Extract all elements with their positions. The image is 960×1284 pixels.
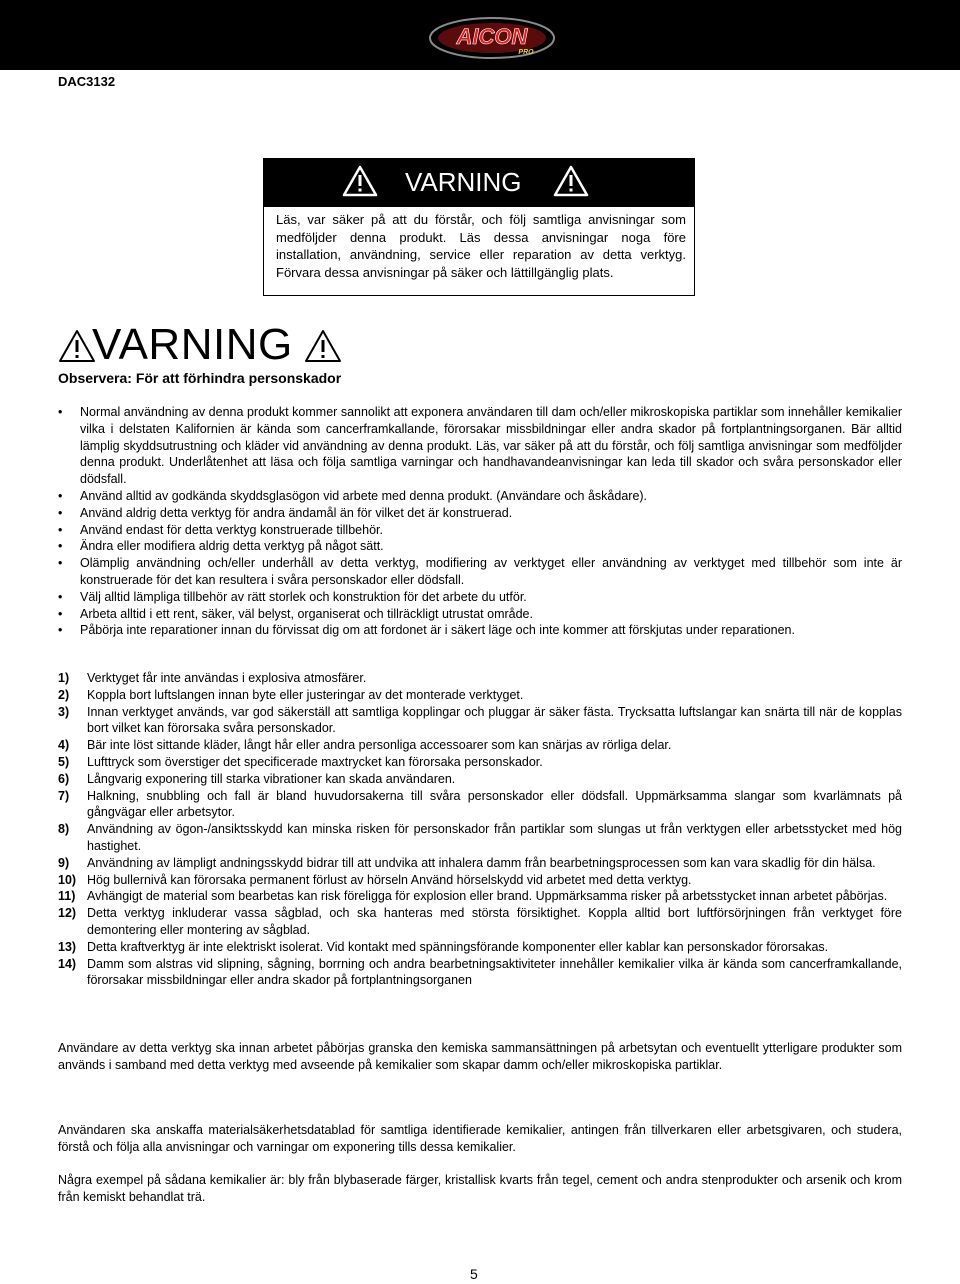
list-item bbox=[58, 939, 902, 956]
item-text: Koppla bort luftslangen innan byte eller justeringar av det monterade verktyget. bbox=[87, 687, 524, 702]
item-number: 7) bbox=[58, 788, 70, 803]
model-number: DAC3132 bbox=[58, 74, 116, 89]
item-text: Avhängigt de material som bearbetas kan risk föreligga för explosion eller brand. Uppmärksamma risker på arbetsstycket innan arbetet påbörjas. bbox=[87, 889, 888, 904]
item-text: Verktyget får inte användas i explosiva atmosfärer. bbox=[87, 671, 367, 685]
list-item bbox=[58, 737, 902, 754]
header-bar bbox=[0, 0, 960, 70]
item-text: Detta verktyg inkluderar vassa sågblad, och ska hanteras med största försiktighet. Koppla alltid bort luftförsörjningen från verktyget före demontering eller montering av sågblad. bbox=[87, 906, 902, 937]
item-number: 1) bbox=[58, 671, 70, 685]
list-item bbox=[58, 905, 902, 939]
bullet-list bbox=[58, 404, 902, 639]
big-warning-title: VARNING bbox=[92, 320, 293, 369]
warning-triangle-icon bbox=[553, 165, 589, 197]
list-item bbox=[58, 888, 902, 905]
svg-text:PRO: PRO bbox=[518, 49, 534, 56]
list-item: • Använd alltid av godkända skyddsglasögon vid arbete med denna produkt. (Användare och åskådare). bbox=[58, 488, 902, 505]
list-item: • Välj alltid lämpliga tillbehör av rätt storlek och konstruktion för det arbete du utför. bbox=[58, 589, 902, 606]
list-item bbox=[58, 821, 902, 855]
list-item bbox=[58, 956, 902, 990]
warning-box bbox=[263, 158, 695, 296]
item-text: Användning av ögon-/ansiktsskydd kan minska risken för personskador från partiklar som slungas ut från verktygen eller arbetsstycket med hög hastighet. bbox=[87, 822, 902, 853]
item-number: 5) bbox=[58, 754, 70, 769]
item-number: 14) bbox=[58, 956, 77, 971]
warning-triangle-icon bbox=[342, 165, 378, 197]
list-item: • Normal användning av denna produkt kommer sannolikt att exponera användaren till dam och/eller mikroskopiska partiklar som innehåller kemikalier vilka i delstaten Kalifornien är kända som cancerframkallande, förorsakar missbildningar eller andra skador på fortplantningsorganen. Bär alltid lämplig skyddsutrustning och kläder vid användning av denna produkt. Läs, var säker på att du förstår, och följ samtliga anvisningar som medföljder denna produkt. Underlåtenhet att läsa och följa samtliga varningar och handhavandeanvisningar kan leda till skador och svåra personskador eller dödsfall. bbox=[58, 404, 902, 488]
item-number: 12) bbox=[58, 906, 77, 921]
item-text: Användning av lämpligt andningsskydd bidrar till att undvika att inhalera damm från bearbetningsprocessen som kan vara skadlig för din hälsa. bbox=[87, 855, 876, 870]
warning-triangle-icon bbox=[58, 328, 96, 364]
list-item: • Olämplig användning och/eller underhåll av detta verktyg, modifiering av verktyget eller användning av verktyget med tillbehör som inte är konstruerade för det kan resultera i svåra personskador eller dödsfall. bbox=[58, 555, 902, 589]
item-number: 9) bbox=[58, 855, 70, 870]
list-item bbox=[58, 855, 902, 872]
warning-box-text: Läs, var säker på att du förstår, och följ samtliga anvisningar som medföljder denna produkt. Läs dessa anvisningar noga före installation, användning, service eller reparation av detta verktyg. Förvara dessa anvisningar på säker och lättillgänglig plats. bbox=[276, 212, 686, 280]
warning-triangle-icon bbox=[304, 328, 342, 364]
numbered-list bbox=[58, 670, 902, 989]
paragraph: Användare av detta verktyg ska innan arbetet påbörjas granska den kemiska sammansättningen på arbetsytan och eventuellt ytterligare produkter som används i samband med detta verktyg med avseende på kemikalier som skapar damm och/eller mikroskopiska partiklar. bbox=[58, 1041, 902, 1072]
item-text: Damm som alstras vid slipning, sågning, borrning och andra bearbetningsaktiviteter innehåller kemikalier vilka är kända som cancerframkallande, förorsakar missbildningar eller andra skador på fortplantningsorganen bbox=[87, 956, 902, 988]
list-item bbox=[58, 670, 902, 687]
item-text: Långvarig exponering till starka vibrationer kan skada användaren. bbox=[87, 771, 456, 786]
item-number: 13) bbox=[58, 939, 77, 954]
list-item bbox=[58, 788, 902, 822]
item-number: 10) bbox=[58, 872, 77, 887]
list-item: • Ändra eller modifiera aldrig detta verktyg på något sätt. bbox=[58, 538, 902, 555]
list-item: • Använd endast för detta verktyg konstruerade tillbehör. bbox=[58, 522, 902, 539]
svg-text:AICON: AICON bbox=[456, 24, 528, 49]
aicon-logo bbox=[428, 8, 556, 62]
item-number: 4) bbox=[58, 738, 70, 753]
item-number: 3) bbox=[58, 704, 70, 719]
page-number: 5 bbox=[470, 1266, 478, 1282]
list-item bbox=[58, 754, 902, 771]
list-item bbox=[58, 872, 902, 889]
item-text: Halkning, snubbling och fall är bland huvudorsakerna till svåra personskador eller dödsfall. Uppmärksamma slangar som kvarlämnats på gångvägar eller arbetsytor. bbox=[87, 788, 902, 820]
paragraph: Några exempel på sådana kemikalier är: bly från blybaserade färger, kristallisk kvarts från tegel, cement och andra stenprodukter och arsenik och krom från kemiskt behandlat trä. bbox=[58, 1173, 902, 1204]
item-text: Lufttryck som överstiger det specificerade maxtrycket kan förorsaka personskador. bbox=[87, 754, 543, 769]
item-number: 2) bbox=[58, 687, 70, 702]
item-number: 8) bbox=[58, 822, 70, 837]
item-text: Innan verktyget används, var god säkerställ att samtliga kopplingar och pluggar är säker fästa. Trycksatta luftslangar kan snärta till när de kopplas bort vilket kan förorsaka svåra personskador. bbox=[87, 704, 902, 736]
list-item bbox=[58, 771, 902, 788]
list-item: • Använd aldrig detta verktyg för andra ändamål än för vilket det är konstruerad. bbox=[58, 505, 902, 522]
list-item: • Påbörja inte reparationer innan du förvissat dig om att fordonet är i säkert läge och inte kommer att förskjutas under reparationen. bbox=[58, 622, 902, 639]
warning-box-title: VARNING bbox=[405, 167, 522, 197]
list-item: • Arbeta alltid i ett rent, säker, väl belyst, organiserat och tillräckligt utrustat område. bbox=[58, 606, 902, 623]
item-number: 6) bbox=[58, 771, 70, 786]
item-text: Hög bullernivå kan förorsaka permanent förlust av hörseln Använd hörselskydd vid arbetet med detta verktyg. bbox=[87, 872, 692, 887]
item-number: 11) bbox=[58, 889, 76, 904]
big-warning-subtitle: Observera: För att förhindra personskador bbox=[58, 370, 342, 386]
list-item bbox=[58, 704, 902, 738]
paragraph: Användaren ska anskaffa materialsäkerhetsdatablad för samtliga identifierade kemikalier, antingen från tillverkaren eller arbetsgivaren, och studera, förstå och följa alla anvisningar och varningar om exponering tills dessa kemikalier. bbox=[58, 1123, 902, 1154]
list-item bbox=[58, 687, 902, 704]
item-text: Detta kraftverktyg är inte elektriskt isolerat. Vid kontakt med spänningsförande komponenter eller kablar kan personskador förorsakas. bbox=[87, 939, 829, 954]
item-text: Bär inte löst sittande kläder, långt hår eller andra personliga accessoarer som kan snärjas av rörliga delar. bbox=[87, 738, 672, 753]
warning-box-header bbox=[264, 159, 694, 207]
